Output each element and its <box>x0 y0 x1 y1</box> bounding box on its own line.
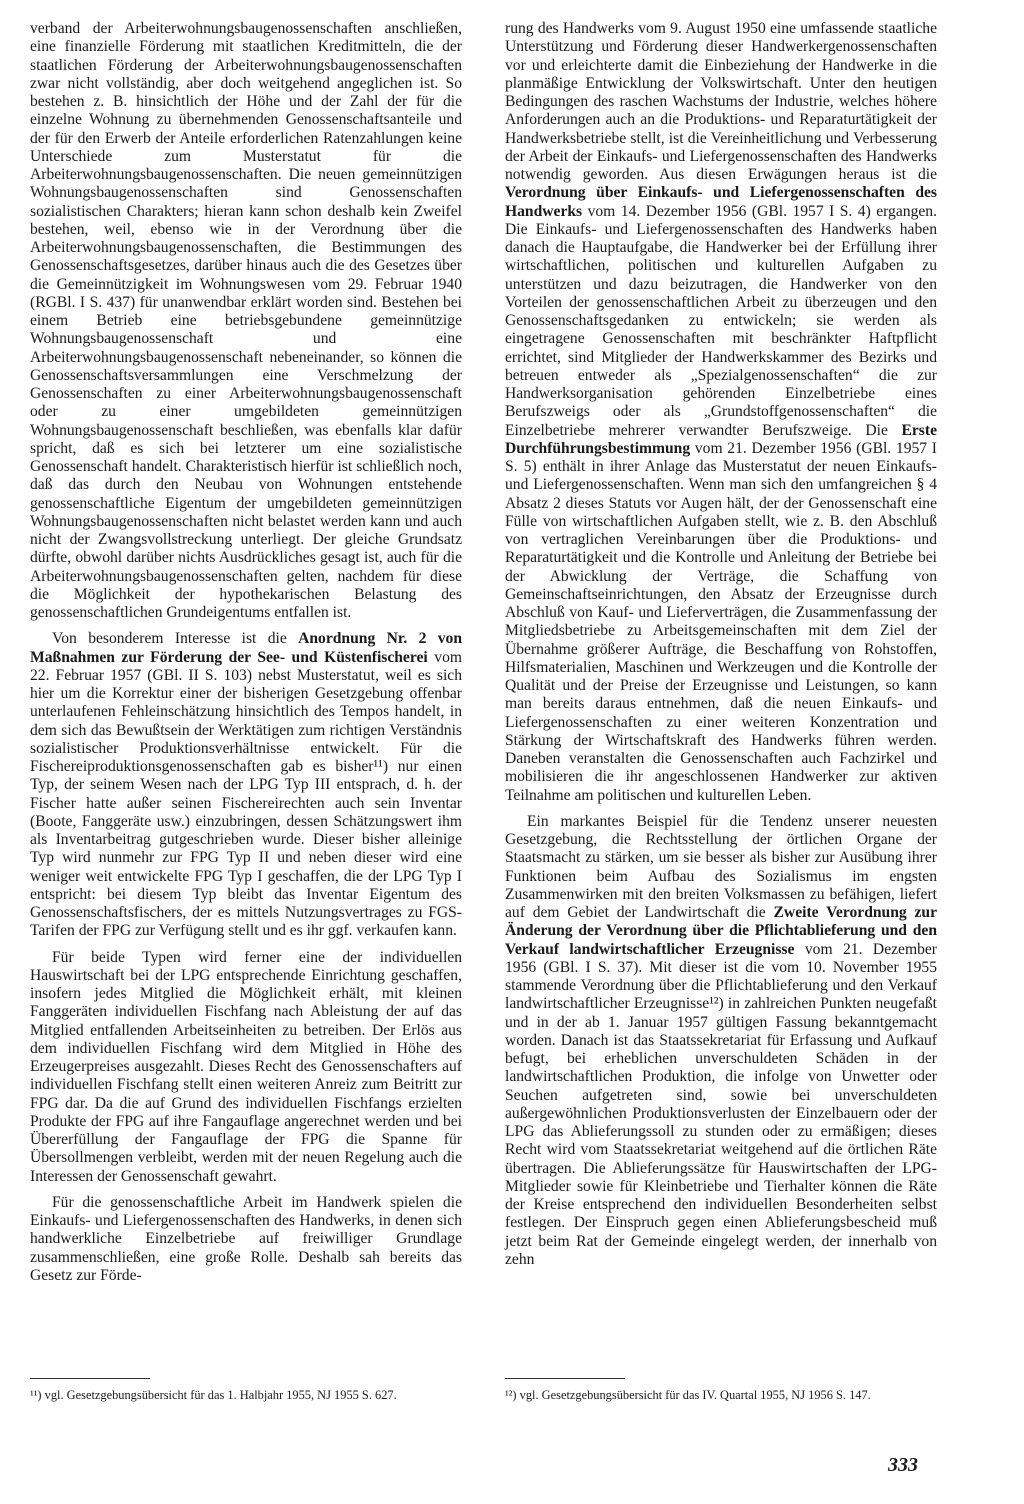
paragraph: Für beide Typen wird ferner eine der individuellen Hauswirtschaft bei der LPG entsprechende Einrichtung geschaffen, insofern jedes Mitglied die Möglichkeit erhält, mit kleinen Fanggeräten individuellen Fischfang nach Ableistung der auf das Mitglied entfallenden Arbeitseinheiten zu betreiben. Der Erlös aus dem individuellen Fischfang wird dem Mitglied in Höhe des Erzeugerpreises ausgezahlt. Dieses Recht des Genossenschafters auf individuellen Fischfang stellt einen weiteren Anreiz zum Beitritt zur FPG dar. Da die auf Grund des individuellen Fischfangs erzielten Produkte der FPG auf ihre Fangauflage angerechnet werden und bei Übererfüllung der Fangauflage der FPG die Spanne für Übersollmengen verbleibt, werden mit der neuen Regelung auch die Interessen der Genossenschaft gewahrt. <box>30 948 462 1185</box>
paragraph-text: vom 14. Dezember 1956 (GBl. 1957 I S. 4) ergangen. Die Einkaufs- und Liefergenossenschaften des Handwerks haben danach die Hauptaufgabe, die Handwerker bei der Erfüllung ihrer wirtschaftlichen, politischen und kulturellen Aufgaben zu unterstützen und dazu beizutragen, die Handwerker von den Vorteilen der genossenschaftlichen Arbeit zu überzeugen und den Genossenschaftsgedanken zu entwickeln; sie werden als eingetragene Genossenschaften mit beschränkter Haftpflicht errichtet, sind Mitglieder der Handwerkskammer des Bezirks und betreuen entweder als „Spezialgenossenschaften“ die zur Handwerksorganisation gehörenden Einzelbetriebe eines Berufszweigs oder als „Grundstoffgenossenschaften“ die Einzelbetriebe mehrerer verwandter Berufszweige. Die <box>505 202 937 439</box>
law-title-bold: Erste Durchführungsbestimmung <box>505 421 937 457</box>
paragraph: Für die genossenschaftliche Arbeit im Handwerk spielen die Einkaufs- und Liefergenossenschaften des Handwerks, in denen sich handwerkliche Einzelbetriebe auf freiwilliger Grundlage zusammenschließen, eine große Rolle. Deshalb sah bereits das Gesetz zur Förde- <box>30 1193 462 1284</box>
left-column <box>30 20 462 1285</box>
paragraph: verband der Arbeiterwohnungsbaugenossenschaften anschließen, eine finanzielle Förderung mit staatlichen Kreditmitteln, die der staatlichen Förderung der Arbeiterwohnungsbaugenossenschaften zwar nicht vollständig, aber doch weitgehend angeglichen ist. So bestehen z. B. hinsichtlich der Höhe und der Zahl der für die einzelne Wohnung zu übernehmenden Genossenschaftsanteile und der für den Erwerb der Anteile erforderlichen Ratenzahlungen keine Unterschiede zum Musterstatut für die Arbeiterwohnungsbaugenossenschaften. Die neuen gemeinnützigen Wohnungsbaugenossenschaften sind Genossenschaften sozialistischen Charakters; hieran kann schon deshalb kein Zweifel bestehen, weil, ebenso wie in der Verordnung über die Arbeiterwohnungsbaugenossenschaften, die Bestimmungen des Genossenschaftsgesetzes, darüber hinaus auch die des Gesetzes über die Gemeinnützigkeit im Wohnungswesen vom 29. Februar 1940 (RGBl. I S. 437) für unanwendbar erklärt worden sind. Bestehen bei einem Betrieb eine betriebsgebundene gemeinnützige Wohnungsbaugenossenschaft und eine Arbeiterwohnungsbaugenossenschaft nebeneinander, so können die Genossenschaftsversammlungen eine Verschmelzung der Genossenschaften zu einer Arbeiterwohnungsbaugenossenschaft oder zu einer umgebildeten gemeinnützigen Wohnungsbaugenossenschaft beschließen, was ebenfalls klar dafür spricht, daß es sich bei letzterer um eine sozialistische Genossenschaft handelt. Charakteristisch hierfür ist schließlich noch, daß das durch den Neubau von Wohnungen entstehende genossenschaftliche Eigentum der umgebildeten gemeinnützigen Wohnungsbaugenossenschaften nicht belastet werden kann und auch nicht der Zwangsvollstreckung unterliegt. Der gleiche Grundsatz dürfte, obwohl darüber nichts Ausdrückliches gesagt ist, auch für die Arbeiterwohnungsbaugenossenschaften gelten, nachdem für diese die Möglichkeit der hypothekarischen Belastung des genossenschaftlichen Grundeigentums entfallen ist. <box>30 20 462 621</box>
paragraph <box>505 20 937 805</box>
paragraph-text: vom 21. Dezember 1956 (GBl. 1957 I S. 5) enthält in ihrer Anlage das Musterstatut der neuen Einkaufs- und Liefergenossenschaften. Wenn man sich den umfangreichen § 4 Absatz 2 dieses Statuts vor Augen hält, der der Genossenschaft eine Fülle von wirtschaftlichen Aufgaben stellt, wie z. B. den Abschluß von vertraglichen Vereinbarungen über die Produktions- und Reparaturtätigkeit und die Kontrolle und Anleitung der Betriebe bei der Abwicklung der Verträge, die Schaffung von Gemeinschaftseinrichtungen, den Absatz der Erzeugnisse durch Abschluß von Kauf- und Lieferverträgen, die Zusammenfassung der Mitgliedsbetriebe zu Arbeitsgemeinschaften mit dem Ziel der Übernahme größerer Aufträge, die Beschaffung von Rohstoffen, Hilfsmaterialien, Maschinen und Werkzeugen und die Kontrolle der Qualität und der Preise der Erzeugnisse und Leistungen, so kann man bereits daraus entnehmen, daß die neuen Einkaufs- und Liefergenossenschaften zu einer weiteren Konzentration und Stärkung der Wirtschaftskraft des Handwerks führen werden. Daneben veranstalten die Genossenschaften auch Fachzirkel und mobilisieren die ihr angeschlossenen Handwerker zur aktiven Teilnahme am politischen und kulturellen Leben. <box>505 439 937 804</box>
footnote-12: ¹²) vgl. Gesetzgebungsübersicht für das IV. Quartal 1955, NJ 1956 S. 147. <box>505 1388 871 1402</box>
footnote-11: ¹¹) vgl. Gesetzgebungsübersicht für das 1. Halbjahr 1955, NJ 1955 S. 627. <box>30 1388 397 1402</box>
paragraph-text: vom 22. Februar 1957 (GBl. II S. 103) nebst Musterstatut, weil es sich hier um die Korrektur einer der bisherigen Gesetzgebung offenbar unterlaufenen Fehleinschätzung hinsichtlich des Tempos handelt, in dem sich das Bewußtsein der Werktätigen zum richtigen Verständnis sozialistischer Produktionsverhältnisse entwickelt. Für die Fischereiproduktionsgenossenschaften gab es bisher¹¹) nur einen Typ, der seinem Wesen nach der LPG Typ III entsprach, d. h. der Fischer hatte außer seinen Fischereirechten auch sein Inventar (Boote, Fanggeräte usw.) einzubringen, dessen Schätzungswert ihm als Inventarbeitrag gutgeschrieben wurde. Dieser bisher alleinige Typ wird nunmehr zur FPG Typ II und neben dieser wird eine weniger weit entwickelte FPG Typ I geschaffen, die der LPG Typ I entspricht: bei diesem Typ bleibt das Inventar Eigentum des Genossenschaftsfischers, der es mittels Nutzungsvertrages zu FGS-Tarifen der FPG zur Verfügung stellt und es ihr ggf. verkaufen kann. <box>30 648 463 940</box>
page-number: 333 <box>888 1454 918 1476</box>
paragraph-text: rung des Handwerks vom 9. August 1950 eine umfassende staatliche Unterstützung und Förderung dieser Handwerkergenossenschaften vor und erleichterte damit die Einbeziehung der Handwerke in die planmäßige Entwicklung der Volkswirtschaft. Unter den heutigen Bedingungen des raschen Wachstums der Industrie, welches höhere Anforderungen auch an die Produktions- und Reparaturtätigkeit der Handwerksbetriebe stellt, ist die Vereinheitlichung und Verbesserung der Arbeit der Einkaufs- und Liefergenossenschaften des Handwerks notwendig geworden. Aus diesen Erwägungen heraus ist die <box>505 20 937 183</box>
paragraph <box>505 813 937 1269</box>
footnote-divider <box>30 1378 150 1379</box>
paragraph-text: vom 21. Dezember 1956 (GBl. I S. 37). Mit dieser ist die vom 10. November 1955 stammende Verordnung über die Pflichtablieferung und den Verkauf landwirtschaftlicher Erzeugnisse¹²) in zahlreichen Punkten neugefaßt und in der ab 1. Januar 1957 gültigen Fassung bekanntgemacht worden. Danach ist das Staatssekretariat für Erfassung und Aufkauf befugt, bei erheblichen unverschuldeten Schäden in der landwirtschaftlichen Produktion, die infolge von Unwetter oder Seuchen aufgetreten sind, sowie bei unverschuldeten außergewöhnlichen Produktionsverlusten der Einzelbauern oder der LPG das Ablieferungssoll zu stunden oder zu ermäßigen; dieses Recht wird vom Staatssekretariat weitgehend auf die örtlichen Räte übertragen. Die Ablieferungssätze für Hauswirtschaften der LPG-Mitglieder sowie für Kleinbetriebe und Tierhalter können die Räte der Kreise entsprechend den individuellen Besonderheiten selbst festlegen. Der Einspruch gegen einen Ablieferungsbescheid muß jetzt beim Rat der Gemeinde eingelegt werden, der innerhalb von zehn <box>505 940 937 1268</box>
paragraph-text: Ein markantes Beispiel für die Tendenz unserer neuesten Gesetzgebung, die Rechtsstellung der örtlichen Organe der Staatsmacht zu stärken, um sie besser als bisher zur Ausübung ihrer Funktionen beim Aufbau des Sozialismus im engsten Zusammenwirken mit den breiten Volksmassen zu befähigen, liefert auf dem Gebiet der Landwirtschaft die <box>505 812 937 921</box>
footnote-divider <box>505 1378 625 1379</box>
law-title-bold: Verordnung über Einkaufs- und Liefergenossenschaften des Handwerks <box>505 184 937 220</box>
paragraph <box>30 630 462 940</box>
law-title-bold: Zweite Verordnung zur Änderung der Verordnung über die Pflichtablieferung und den Verkauf landwirtschaftlicher Erzeugnisse <box>505 904 938 958</box>
right-column <box>505 20 937 1269</box>
law-title-bold: Anordnung Nr. 2 von Maßnahmen zur Förderung der See- und Küstenfischerei <box>30 630 462 666</box>
paragraph-text: Von besonderem Interesse ist die <box>52 630 299 648</box>
